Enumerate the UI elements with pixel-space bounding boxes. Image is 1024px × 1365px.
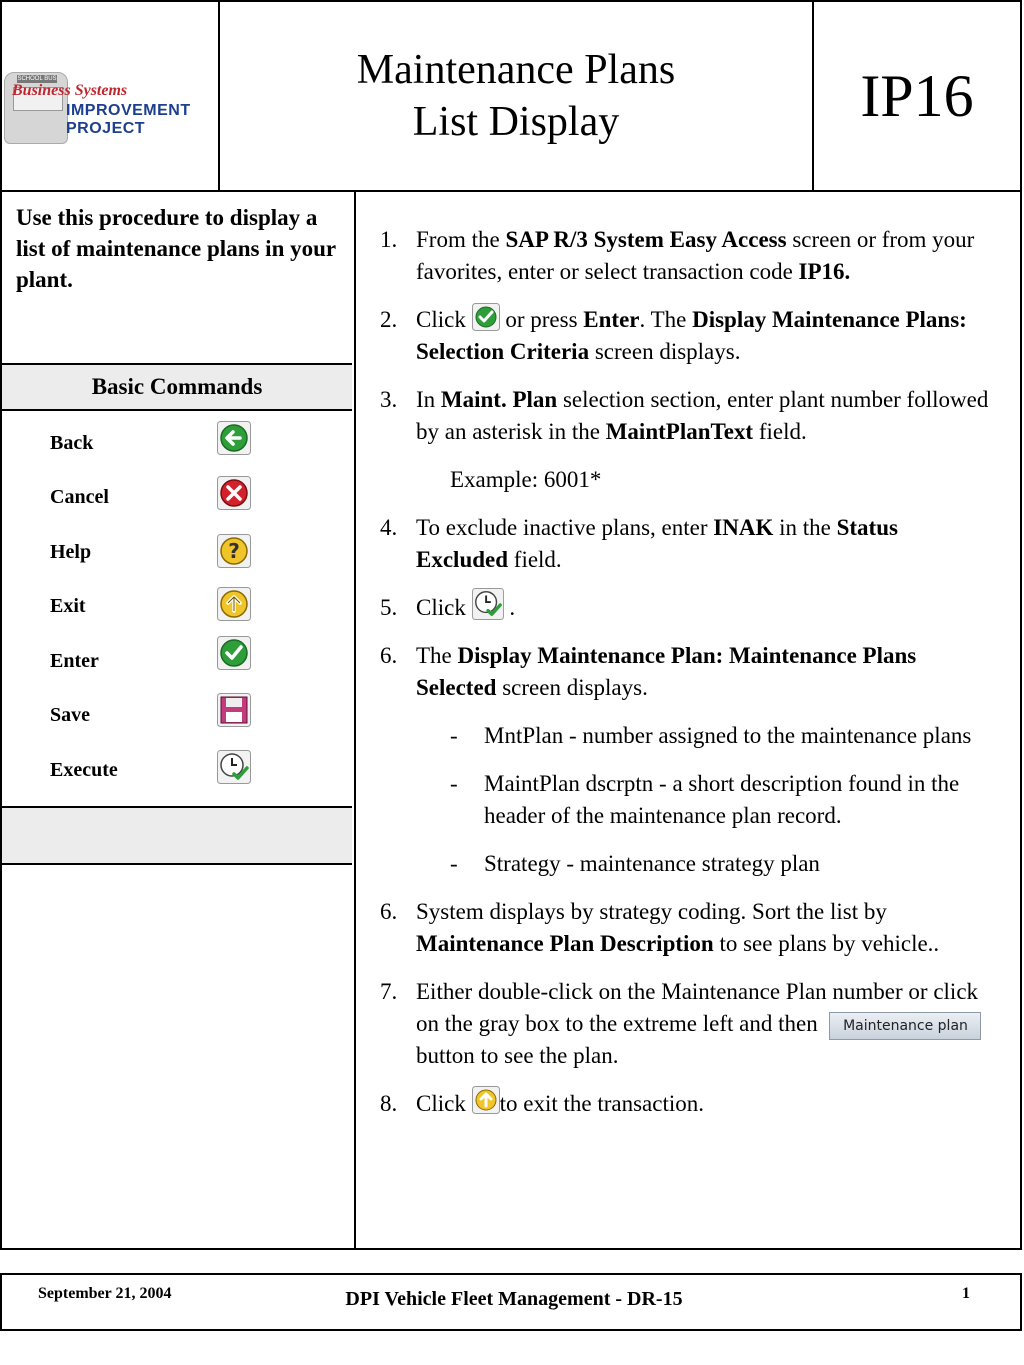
step-6: 6. The Display Maintenance Plan: Maintenance Plans Selected screen displays. bbox=[380, 643, 917, 700]
command-label-exit: Exit bbox=[50, 595, 86, 617]
save-icon bbox=[217, 693, 251, 727]
empty-gray-panel bbox=[2, 806, 352, 865]
help-icon bbox=[217, 534, 251, 568]
basic-commands-heading: Basic Commands bbox=[2, 363, 352, 411]
logo-line2: IMPROVEMENT bbox=[66, 102, 191, 119]
back-icon bbox=[217, 421, 251, 455]
steps-list bbox=[380, 224, 992, 1136]
bus-sign: SCHOOL BUS bbox=[17, 76, 57, 82]
step-6b: 6. System displays by strategy coding. Sort the list by Maintenance Plan Description to see plans by vehicle.. bbox=[380, 899, 940, 956]
exit-icon bbox=[472, 1086, 500, 1114]
step-4: 4. To exclude inactive plans, enter INAK in the Status Excluded field. bbox=[380, 515, 898, 572]
command-label-enter: Enter bbox=[50, 650, 99, 672]
procedure-steps-panel bbox=[356, 192, 1020, 1248]
command-label-help: Help bbox=[50, 541, 92, 563]
footer-title: DPI Vehicle Fleet Management - DR-15 bbox=[345, 1288, 683, 1310]
execute-icon bbox=[472, 588, 504, 620]
page-title bbox=[220, 2, 814, 190]
command-label-execute: Execute bbox=[50, 759, 118, 781]
bsip-logo bbox=[2, 68, 218, 148]
step-3: 3. In Maint. Plan selection section, enter plant number followed by an asterisk in the MaintPlanText field. bbox=[380, 387, 989, 444]
intro-text: Use this procedure to display a list of maintenance plans in your plant. bbox=[16, 205, 336, 292]
logo-line1: Business Systems bbox=[12, 82, 128, 99]
left-panel bbox=[2, 192, 356, 1248]
maintenance-plan-button[interactable]: Maintenance plan bbox=[829, 1012, 981, 1040]
transaction-code: IP16 bbox=[860, 62, 974, 129]
execute-icon bbox=[217, 750, 251, 784]
cancel-icon bbox=[217, 476, 251, 510]
command-label-save: Save bbox=[50, 704, 90, 726]
command-label-cancel: Cancel bbox=[50, 486, 109, 508]
page-body bbox=[0, 192, 1022, 1250]
bullet-maintplan-dscrptn: - MaintPlan dscrptn - a short description found in the header of the maintenance plan record. bbox=[450, 771, 960, 828]
step-2: 2. Click or press Enter. The Display Maintenance Plans: Selection Criteria screen displays. bbox=[380, 304, 992, 368]
exit-icon bbox=[217, 587, 251, 621]
enter-icon bbox=[472, 303, 500, 331]
page-header bbox=[0, 0, 1022, 192]
footer-date: September 21, 2004 bbox=[38, 1285, 172, 1302]
step-5: 5. Click . bbox=[380, 592, 992, 624]
step-8: 8. Click to exit the transaction. bbox=[380, 1088, 992, 1120]
title-line2: List Display bbox=[412, 99, 620, 145]
bullet-strategy: - Strategy - maintenance strategy plan bbox=[450, 851, 820, 876]
command-label-back: Back bbox=[50, 432, 94, 454]
example-text: Example: 6001* bbox=[450, 467, 602, 492]
logo-cell bbox=[2, 2, 220, 190]
page-number: 1 bbox=[962, 1285, 970, 1302]
page-footer bbox=[0, 1273, 1022, 1331]
title-line1: Maintenance Plans bbox=[356, 47, 676, 93]
bullet-mntplan: - MntPlan - number assigned to the maintenance plans bbox=[450, 723, 972, 748]
svg-text:?: ? bbox=[228, 539, 240, 563]
step-1: 1. From the SAP R/3 System Easy Access screen or from your favorites, enter or select transaction code IP16. bbox=[380, 227, 975, 284]
enter-icon bbox=[217, 636, 251, 670]
step-7: 7. Either double-click on the Maintenance Plan number or click on the gray box to the extreme left and then Maintenance plan button to see the plan. bbox=[380, 976, 992, 1072]
logo-line3: PROJECT bbox=[66, 120, 146, 137]
